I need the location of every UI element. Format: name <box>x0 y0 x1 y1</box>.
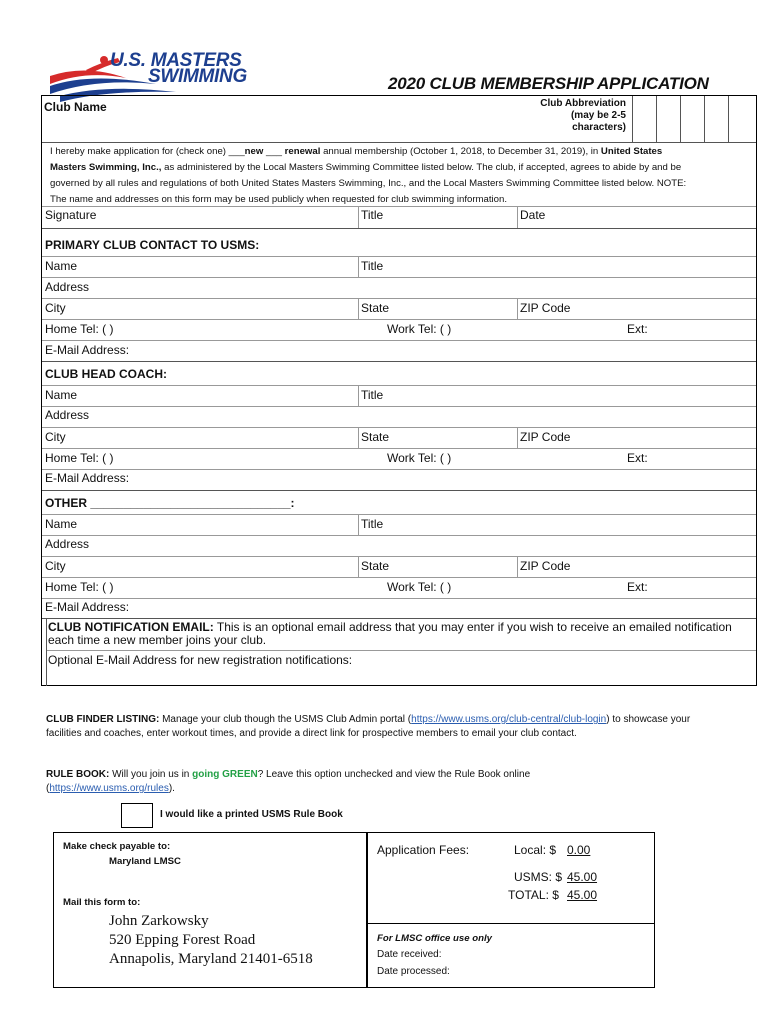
signature-date-label: Date <box>520 208 546 222</box>
coach-city-label[interactable]: City <box>45 430 66 444</box>
primary-city-label[interactable]: City <box>45 301 66 315</box>
abbr-char-box-3[interactable] <box>680 96 705 142</box>
application-fees-label: Application Fees: <box>377 843 470 857</box>
club-finder-paragraph: CLUB FINDER LISTING: Manage your club though the USMS Club Admin portal (https://www.usms.org/club-central/club-login) to showcase your facilities and coaches, enter workout times, and provide a direct link for prospective members to email your club contact. <box>46 714 691 739</box>
coach-work-tel-label[interactable]: Work Tel: ( ) <box>387 451 452 465</box>
coach-email-label[interactable]: E-Mail Address: <box>45 471 130 485</box>
other-title-label[interactable]: Title <box>361 517 384 531</box>
fees-box <box>366 832 655 988</box>
mail-address-line2: 520 Epping Forest Road <box>109 932 256 948</box>
local-fee-value: 0.00 <box>567 843 591 857</box>
signature-field[interactable] <box>42 206 757 228</box>
total-fee-value: 45.00 <box>567 888 598 902</box>
rule-book-paragraph: RULE BOOK: Will you join us in going GREEN? Leave this option unchecked and view the Rule Book online (https://www.usms.org/rules). <box>46 769 531 794</box>
other-name-label[interactable]: Name <box>45 517 78 531</box>
payable-to-value: Maryland LMSC <box>109 856 181 867</box>
abbr-char-box-2[interactable] <box>656 96 681 142</box>
usms-fee-label: USMS: $ <box>514 870 563 884</box>
mail-address-line3: Annapolis, Maryland 21401-6518 <box>109 951 313 967</box>
signature-title-label: Title <box>361 208 384 222</box>
date-processed-label: Date processed: <box>377 966 450 977</box>
primary-home-tel-label[interactable]: Home Tel: ( ) <box>45 322 114 336</box>
coach-zip-label[interactable]: ZIP Code <box>520 430 571 444</box>
signature-label: Signature <box>45 208 97 222</box>
other-home-tel-label[interactable]: Home Tel: ( ) <box>45 580 114 594</box>
printed-rule-book-checkbox[interactable] <box>121 803 153 828</box>
abbr-char-box-1[interactable] <box>632 96 657 142</box>
primary-email-label[interactable]: E-Mail Address: <box>45 343 130 357</box>
coach-name-label[interactable]: Name <box>45 388 78 402</box>
club-admin-link[interactable]: https://www.usms.org/club-central/club-login <box>411 714 607 725</box>
primary-zip-label[interactable]: ZIP Code <box>520 301 571 315</box>
section-other-heading: OTHER ______________________________: <box>45 496 295 510</box>
printed-rule-book-label: I would like a printed USMS Rule Book <box>160 809 343 820</box>
primary-ext-label[interactable]: Ext: <box>627 322 648 336</box>
date-received-label: Date received: <box>377 949 442 960</box>
other-ext-label[interactable]: Ext: <box>627 580 648 594</box>
coach-title-label[interactable]: Title <box>361 388 384 402</box>
abbr-char-box-4[interactable] <box>704 96 729 142</box>
notification-email-field[interactable]: Optional E-Mail Address for new registration notifications: <box>48 653 353 667</box>
rule-book-link[interactable]: https://www.usms.org/rules <box>49 783 169 794</box>
logo-text-line2: SWIMMING <box>148 66 247 87</box>
document-title: 2020 CLUB MEMBERSHIP APPLICATION <box>388 74 709 93</box>
local-fee-label: Local: $ <box>514 843 557 857</box>
other-address-label[interactable]: Address <box>45 537 90 551</box>
mail-address-line1: John Zarkowsky <box>109 913 209 929</box>
other-work-tel-label[interactable]: Work Tel: ( ) <box>387 580 452 594</box>
other-city-label[interactable]: City <box>45 559 66 573</box>
club-abbreviation-label: Club Abbreviation (may be 2-5 characters) <box>540 98 626 133</box>
section-primary-contact-heading: PRIMARY CLUB CONTACT TO USMS: <box>45 238 260 252</box>
membership-form <box>41 95 757 686</box>
office-use-label: For LMSC office use only <box>377 933 492 944</box>
other-state-label[interactable]: State <box>361 559 390 573</box>
primary-work-tel-label[interactable]: Work Tel: ( ) <box>387 322 452 336</box>
other-email-label[interactable]: E-Mail Address: <box>45 600 130 614</box>
section-head-coach-heading: CLUB HEAD COACH: <box>45 367 167 381</box>
other-zip-label[interactable]: ZIP Code <box>520 559 571 573</box>
primary-state-label[interactable]: State <box>361 301 390 315</box>
abbr-char-box-5[interactable] <box>728 96 753 142</box>
primary-address-label[interactable]: Address <box>45 280 90 294</box>
declaration-text: I hereby make application for (check one) ___new ___ renewal annual membership (October 1, 2018, to December 31, 2019), in United States Masters Swimming, Inc., as administered by the Local Masters Swimming Committee listed below. The club, if accepted, agrees to abide by and be governed by all rules and regulations of both United States Masters Swimming, Inc., and the Local Masters Swimming Committee listed below. NOTE: The name and addresses on this form may be used publicly when requested for club swimming information. <box>50 146 687 205</box>
club-name-label: Club Name <box>44 100 107 114</box>
usms-fee-value: 45.00 <box>567 870 598 884</box>
payment-info-box <box>53 832 368 988</box>
coach-ext-label[interactable]: Ext: <box>627 451 648 465</box>
coach-home-tel-label[interactable]: Home Tel: ( ) <box>45 451 114 465</box>
payable-to-label: Make check payable to: <box>63 841 171 852</box>
primary-name-label[interactable]: Name <box>45 259 78 273</box>
coach-state-label[interactable]: State <box>361 430 390 444</box>
total-fee-label: TOTAL: $ <box>508 888 559 902</box>
primary-title-label[interactable]: Title <box>361 259 384 273</box>
mail-to-label: Mail this form to: <box>63 897 141 908</box>
logo-text-line1: U.S. MASTERS <box>110 50 242 71</box>
notification-email-text: CLUB NOTIFICATION EMAIL: This is an optional email address that you may enter if you wish to receive an emailed notification each time a new member joins your club. <box>48 620 732 647</box>
coach-address-label[interactable]: Address <box>45 408 90 422</box>
